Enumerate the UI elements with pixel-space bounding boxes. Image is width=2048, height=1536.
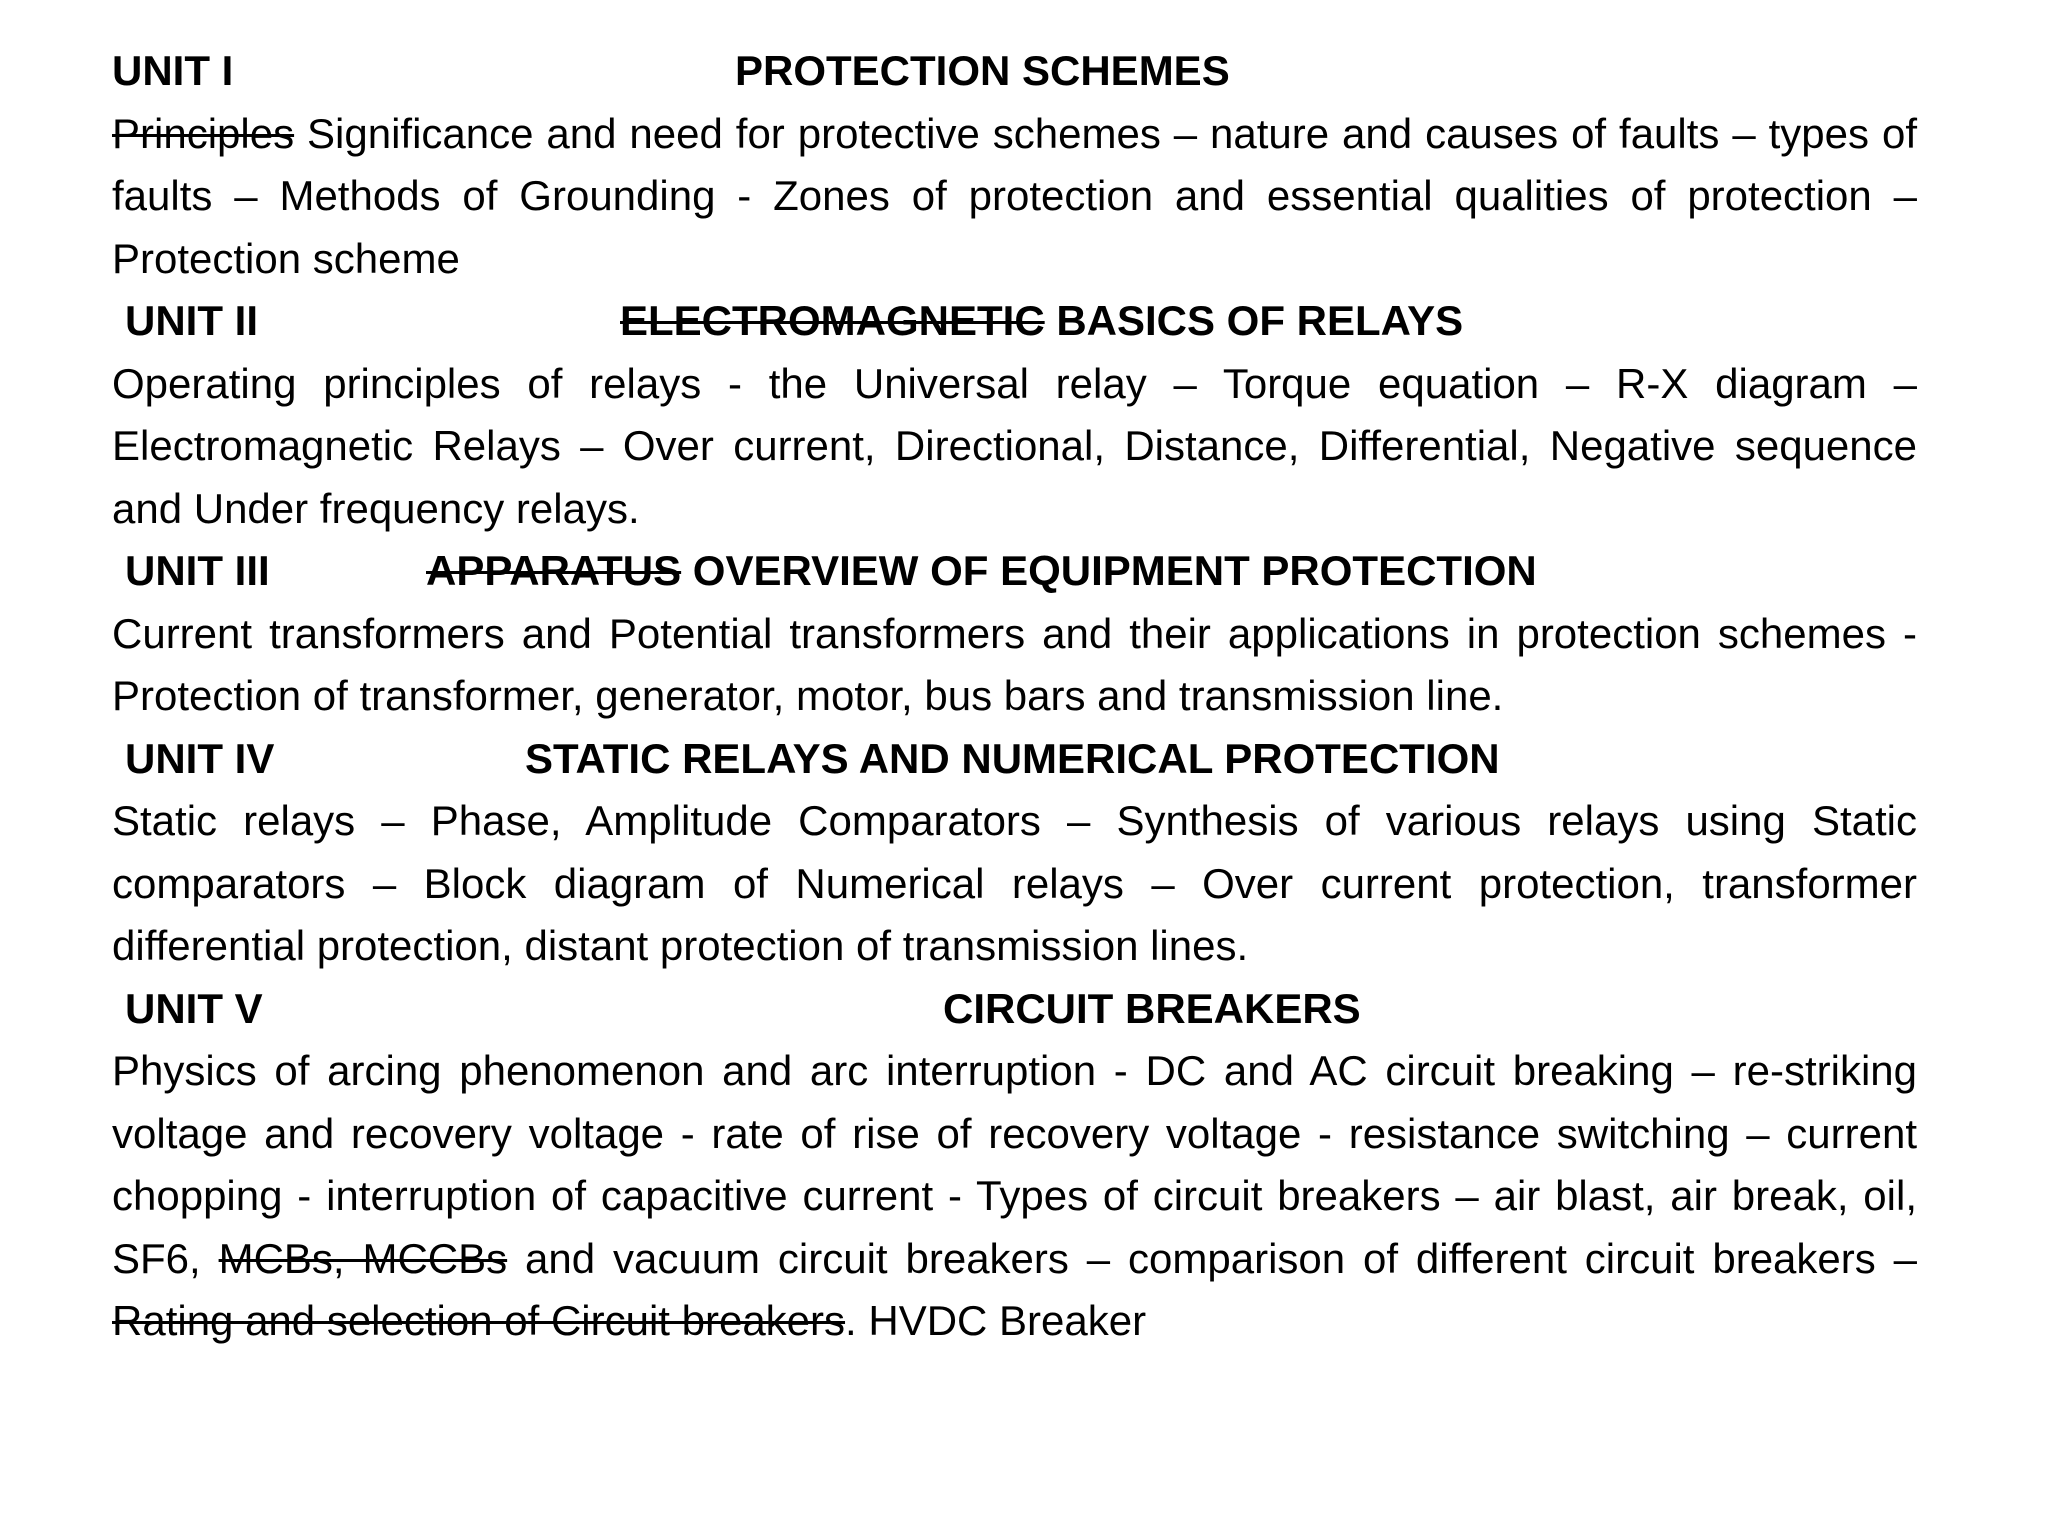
- unit-3-title: [426, 540, 1537, 603]
- unit-5-title-text: CIRCUIT BREAKERS: [943, 984, 1361, 1032]
- unit-5-heading: [112, 978, 1917, 1041]
- unit-5-struck-a: MCBs, MCCBs: [218, 1234, 508, 1282]
- syllabus-content: [112, 40, 1917, 1353]
- unit-2-title: [620, 290, 1463, 353]
- unit-5-body-text-b: and vacuum circuit breakers – comparison of different circuit breakers –: [507, 1234, 1917, 1282]
- unit-4-title: [525, 728, 1500, 791]
- unit-5-struck-b: Rating and selection of Circuit breakers: [112, 1297, 846, 1344]
- unit-2-body-text: Operating principles of relays - the Universal relay – Torque equation – R-X diagram – Electromagnetic Relays – Over current, Directional, Distance, Differential, Negative sequence and Under frequency relays.: [112, 359, 1917, 532]
- unit-4-body-text: Static relays – Phase, Amplitude Comparators – Synthesis of various relays using Static comparators – Block diagram of Numerical relays – Over current protection, transformer differential protection, distant protection of transmission lines.: [112, 797, 1917, 969]
- unit-3-body: [112, 603, 1917, 728]
- unit-1-title-text: PROTECTION SCHEMES: [735, 47, 1230, 94]
- unit-2-title-text: BASICS OF RELAYS: [1044, 297, 1464, 344]
- unit-3-heading: [112, 540, 1917, 603]
- unit-2-heading: [112, 290, 1917, 353]
- unit-1-heading: [112, 40, 1917, 103]
- unit-5-body: [112, 1040, 1917, 1353]
- unit-1-title: [735, 40, 1230, 103]
- unit-4-body: [112, 790, 1917, 978]
- unit-3-title-struck: APPARATUS: [426, 547, 682, 594]
- unit-2-body: [112, 353, 1917, 541]
- unit-2-label: UNIT II: [125, 297, 258, 344]
- unit-5-body-text-c: . HVDC Breaker: [845, 1297, 1147, 1344]
- unit-2-title-struck: ELECTROMAGNETIC: [620, 297, 1045, 344]
- unit-3-title-text: OVERVIEW OF EQUIPMENT PROTECTION: [681, 547, 1537, 594]
- unit-3-label: UNIT III: [125, 547, 270, 594]
- unit-5-title: [943, 978, 1361, 1041]
- unit-5-label: UNIT V: [125, 984, 263, 1032]
- unit-1-body: [112, 103, 1917, 291]
- unit-1-struck-lead: Principles: [112, 109, 295, 157]
- unit-4-label: UNIT IV: [125, 734, 275, 782]
- unit-3-body-text: Current transformers and Potential transformers and their applications in protection schemes -Protection of transformer, generator, motor, bus bars and transmission line.: [112, 609, 1917, 719]
- unit-4-title-text: STATIC RELAYS AND NUMERICAL PROTECTION: [525, 734, 1500, 782]
- unit-5-body-text-a: Physics of arcing phenomenon and arc interruption - DC and AC circuit breaking – re-striking voltage and recovery voltage - rate of rise of recovery voltage - resistance switching – current chopping - interruption of capacitive current - Types of circuit breakers – air blast, air break, oil, SF6,: [112, 1047, 1917, 1282]
- unit-4-heading: [112, 728, 1917, 791]
- unit-1-label: UNIT I: [112, 47, 234, 94]
- unit-1-body-text: Significance and need for protective schemes – nature and causes of faults – types of faults – Methods of Grounding - Zones of protection and essential qualities of protection – Protection scheme: [112, 109, 1917, 282]
